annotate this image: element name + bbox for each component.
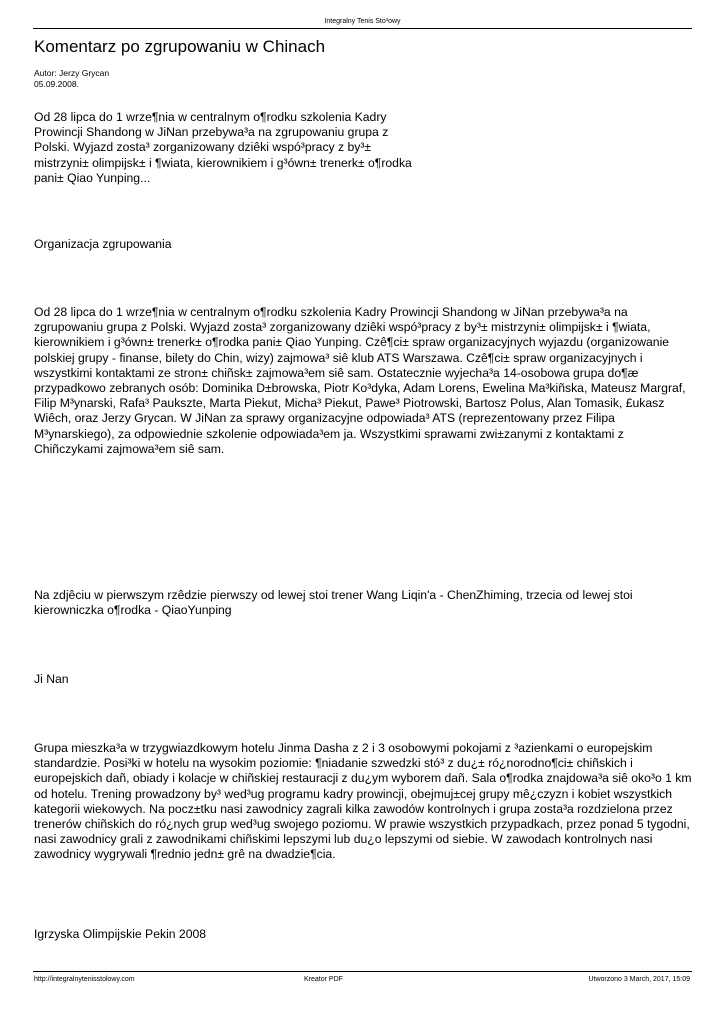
site-name: Integralny Tenis Sto³owy xyxy=(324,18,401,25)
section-heading-olympics: Igrzyska Olimpijskie Pekin 2008 xyxy=(34,927,207,941)
article-date: 05.09.2008. xyxy=(34,79,79,89)
footer-url-link[interactable]: http://integralnytenisstolowy.com xyxy=(34,976,135,983)
jinan-paragraph: Grupa mieszka³a w trzygwiazdkowym hotelu Jinma Dasha z 2 i 3 osobowymi pokojami z ³azienkami o europejskim standardzie. Posi³ki w hotelu na wysokim poziomie: ¶niadanie szwedzki stó³ z du¿± ró¿norodno¶ci± chiñskich i europejskich dañ, obiady i kolacje w chiñskiej restauracji z du¿ym wyborem dañ. Sala o¶rodka znajdowa³a siê oko³o 1 km od hotelu. Trening prowadzony by³ wed³ug programu kadry prowincji, obejmuj±cej grupy mê¿czyzn i kobiet wszystkich kategorii wiekowych. Na pocz±tku nasi zawodnicy zagrali kilka zawodów kontrolnych i grupa zosta³a rozdzielona przez trenerów chiñskich do ró¿nych grup wed³ug swojego poziomu. W prawie wszystkich przypadkach, przez ponad 5 tygodni, nasi zawodnicy grali z zawodnikami chiñskimi lepszymi lub du¿o lepszymi od siebie. W zawodach kontrolnych nasi zawodnicy wygrywali ¶rednio jedn± grê na dwadzie¶cia. xyxy=(34,741,692,862)
section-heading-organization: Organizacja zgrupowania xyxy=(34,237,172,251)
page-footer xyxy=(34,975,690,985)
organization-paragraph: Od 28 lipca do 1 wrze¶nia w centralnym o¶rodku szkolenia Kadry Prowincji Shandong w JiNan przebywa³a na zgrupowaniu grupa z Polski. Wyjazd zosta³ zorganizowany dziêki wspó³pracy z by³± mistrzyni± olimpijsk± i ¶wiata, kierownikiem i g³ówn± trenerk± o¶rodka pani± Qiao Yunping. Czê¶ci± spraw organizacyjnych wyjazdu (organizowanie polskiej grupy - finanse, bilety do Chin, wizy) zajmowa³ siê klub ATS Warszawa. Czê¶ci± spraw organizacyjnych i wszystkimi kontaktami ze stron± chiñsk± zajmowa³em siê sam. Ostatecznie wyjecha³a 14-osobowa grupa do¶æ przypadkowo zebranych osób: Dominika D±browska, Piotr Ko³dyka, Adam Lorens, Ewelina Ma³kiñska, Mateusz Margraf, Filip M³ynarski, Rafa³ Paukszte, Marta Piekut, Micha³ Piekut, Pawe³ Piotrowski, Bartosz Polus, Alan Tomasik, £ukasz Wiêch, oraz Jerzy Grycan. W JiNan za sprawy organizacyjne odpowiada³ ATS (reprezentowany przez Filipa M³ynarskiego), za odpowiednie szkolenie odpowiada³em ja. Wszystkimi sprawami zwi±zanymi z kontaktami z Chiñczykami zajmowa³em siê sam. xyxy=(34,305,686,456)
article-author: Autor: Jerzy Grycan xyxy=(34,68,110,78)
footer-generator: Kreator PDF xyxy=(304,976,343,983)
article-title: Komentarz po zgrupowaniu w Chinach xyxy=(34,37,326,56)
photo-caption: Na zdjêciu w pierwszym rzêdzie pierwszy od lewej stoi trener Wang Liqin'a - ChenZhiming, trzecia od lewej stoi kierowniczka o¶rodka - QiaoYunping xyxy=(34,588,633,618)
footer-divider xyxy=(33,971,692,972)
intro-paragraph: Od 28 lipca do 1 wrze¶nia w centralnym o¶rodku szkolenia Kadry Prowincji Shandong w JiNan przebywa³a na zgrupowaniu grupa z Polski. Wyjazd zosta³ zorganizowany dziêki wspó³pracy z by³± mistrzyni± olimpijsk± i ¶wiata, kierownikiem i g³ówn± trenerk± o¶rodka pani± Qiao Yunping... xyxy=(34,110,412,185)
page-header xyxy=(0,17,725,26)
header-divider xyxy=(33,28,692,29)
footer-created-date: Utworzono 3 March, 2017, 15:09 xyxy=(588,976,690,983)
section-heading-jinan: Ji Nan xyxy=(34,672,69,686)
